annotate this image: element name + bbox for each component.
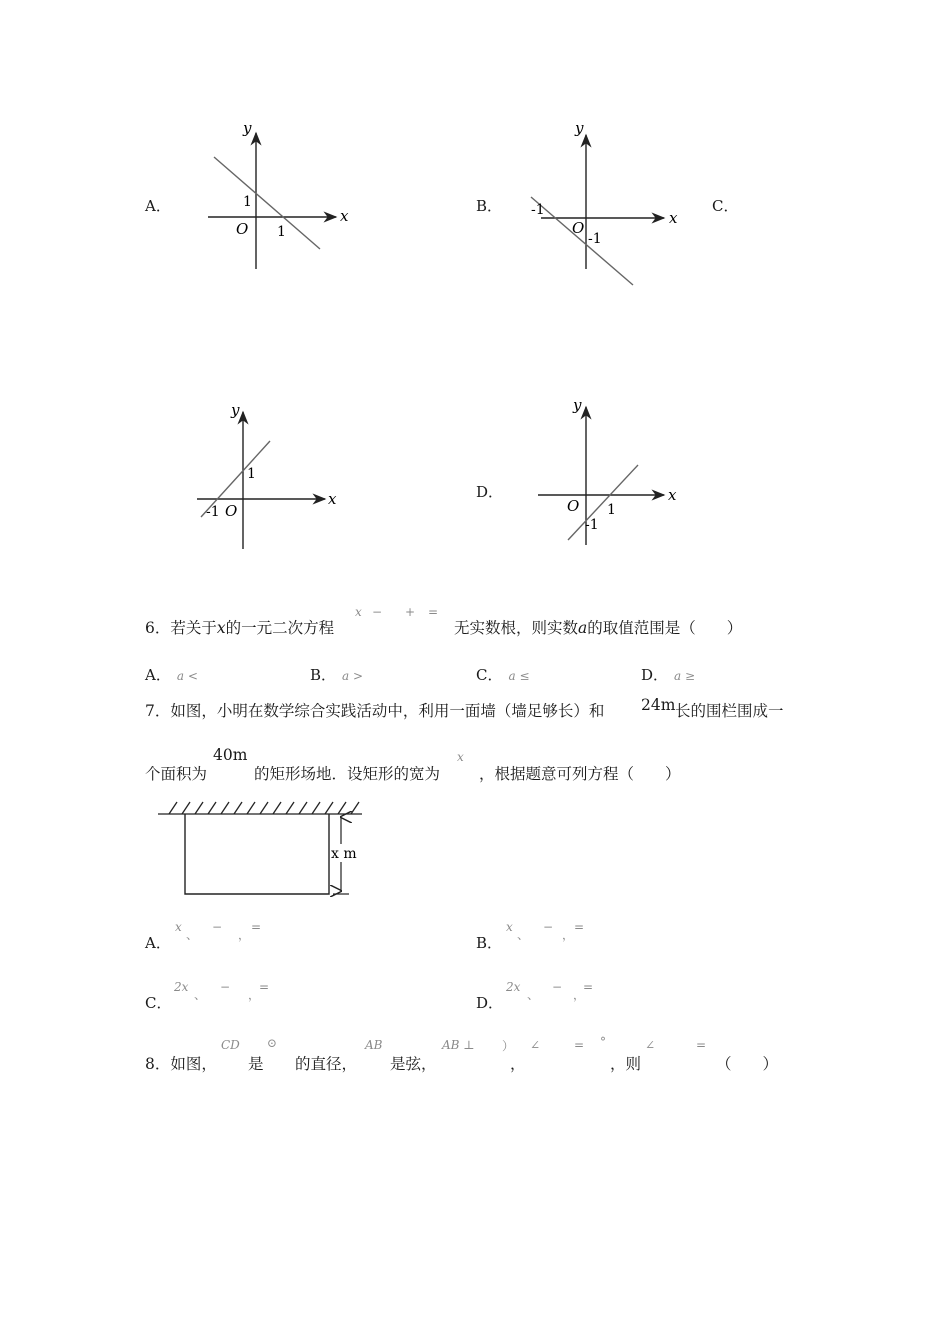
option-label: B． [476, 934, 503, 952]
option-a-label: A． [145, 197, 171, 215]
q8-ab: AB [365, 1038, 383, 1052]
x-intercept-label: -1 [531, 202, 545, 218]
origin-label: O [225, 502, 238, 520]
q7-option-b[interactable] [476, 932, 502, 953]
q6-prefix: 6．若关于 [145, 619, 217, 637]
wall-hatching [158, 802, 362, 814]
q6-option-d[interactable] [641, 664, 695, 685]
fence-rectangle [185, 814, 329, 894]
q7-option-a[interactable] [145, 932, 171, 953]
y-axis-label: y [575, 119, 584, 137]
q8-cd: CD [221, 1038, 240, 1052]
q8-chord: 是弦， [390, 1055, 437, 1073]
q7-option-c[interactable] [145, 992, 171, 1013]
graph-d [530, 395, 690, 550]
q7-b-part2: 、 [517, 928, 530, 942]
y-intercept-label: -1 [588, 231, 602, 247]
q7-d-part4: ， [573, 988, 586, 1002]
option-b-label: B． [476, 197, 503, 215]
graph-c [195, 400, 355, 555]
q8-prefix: 8．如图， [145, 1055, 217, 1073]
q8-is: 是 [248, 1055, 264, 1073]
q7-d-part2: 、 [527, 988, 540, 1002]
y-intercept-label: 1 [247, 466, 256, 482]
graph-line [214, 157, 320, 249]
y-axis-label: y [231, 401, 240, 419]
q8-eq2: = [696, 1038, 707, 1052]
option-label: C． [145, 994, 172, 1012]
q8-circle: ⊙ [267, 1036, 278, 1050]
q6-option-a[interactable] [145, 664, 198, 685]
q7-area: 40m [213, 746, 248, 764]
q7-a-part4: ， [238, 928, 251, 942]
option-d-label: D． [476, 483, 504, 501]
option-expr: a ≤ [508, 669, 530, 683]
q7-c-part3: − [220, 980, 231, 994]
q6-option-b[interactable] [310, 664, 363, 685]
q7-c-part1: 2x [174, 980, 189, 994]
q7-b-part5: = [574, 920, 585, 934]
q7-d-part1: 2x [506, 980, 521, 994]
q6-text-after: 无实数根，则实数 [454, 619, 579, 637]
origin-label: O [236, 220, 249, 238]
x-intercept-label: 1 [277, 224, 286, 240]
q7-line1-prefix: 7．如图，小明在数学综合实践活动中，利用一面墙（墙足够长）和 [145, 702, 605, 720]
option-label: D． [476, 994, 504, 1012]
q6-tail [454, 616, 742, 638]
origin-label: O [572, 219, 585, 237]
q8-angle2: ∠ [645, 1038, 656, 1052]
q7-a-part3: − [212, 920, 223, 934]
q7-d-part5: = [583, 980, 594, 994]
q7-a-part1: x [175, 920, 182, 934]
y-axis-label: y [573, 396, 582, 414]
option-expr: a < [176, 669, 198, 683]
q7-c-part4: ， [248, 988, 261, 1002]
q7-c-part2: 、 [194, 988, 207, 1002]
option-c-label: C． [712, 197, 739, 215]
y-intercept-label: -1 [585, 517, 599, 533]
q7-a-part5: = [251, 920, 262, 934]
option-expr: a > [342, 669, 364, 683]
q7-d-part3: − [552, 980, 563, 994]
q7-line2-mid: 的矩形场地．设矩形的宽为 [254, 765, 441, 783]
option-label: A． [145, 666, 171, 684]
graph-line [531, 197, 633, 285]
option-label: B． [310, 666, 337, 684]
q8-answer-paren: （ ） [716, 1055, 779, 1073]
q6-eq-minus: − [372, 605, 383, 619]
q8-angle1: ∠ [530, 1038, 541, 1052]
q7-b-part4: ， [562, 928, 575, 942]
q6-text-end: 的取值范围是（ ） [587, 619, 743, 637]
graph-a [200, 115, 360, 275]
q8-eq1: = [574, 1038, 585, 1052]
x-intercept-label: -1 [206, 504, 220, 520]
q7-c-part5: = [259, 980, 270, 994]
option-label: C． [476, 666, 503, 684]
y-axis-label: y [243, 119, 252, 137]
q7-b-part1: x [506, 920, 513, 934]
x-axis-label: x [669, 209, 678, 227]
q6-var-x: x [216, 619, 226, 637]
option-label: D． [641, 666, 669, 684]
q7-line1-suffix: 长的围栏围成一 [675, 702, 784, 720]
origin-label: O [567, 497, 580, 515]
q6-var-a: a [578, 619, 588, 637]
q8-deg: ° [600, 1035, 606, 1049]
q7-line2-prefix: 个面积为 [145, 765, 208, 783]
q6-eq-plus: + [405, 605, 416, 619]
option-label: A． [145, 934, 171, 952]
q6-option-c[interactable] [476, 664, 530, 685]
q6-text-mid: 的一元二次方程 [225, 619, 335, 637]
q7-figure [155, 800, 370, 900]
q7-line2-suffix: ，根据题意可列方程（ ） [479, 765, 681, 783]
q7-fence-length: 24m [641, 696, 676, 714]
width-label: x m [331, 846, 357, 862]
q8-comma2: ，则 [610, 1055, 642, 1073]
q7-width-var: x [457, 750, 464, 764]
option-expr: a ≥ [674, 669, 696, 683]
y-intercept-label: 1 [243, 194, 252, 210]
question-6 [145, 616, 334, 638]
q7-b-part3: − [543, 920, 554, 934]
x-axis-label: x [340, 207, 349, 225]
x-intercept-label: 1 [607, 502, 616, 518]
q7-option-d[interactable] [476, 992, 503, 1013]
q6-eq-x: x [355, 605, 362, 619]
q7-a-part2: 、 [186, 928, 199, 942]
x-axis-label: x [328, 490, 337, 508]
q8-diameter: 的直径， [295, 1055, 358, 1073]
q6-eq-equals: = [428, 605, 439, 619]
q8-ab-perp: AB ⊥ [442, 1038, 475, 1052]
graph-b [525, 115, 685, 290]
q8-paren: ） [502, 1039, 515, 1053]
q8-comma1: ， [510, 1055, 526, 1073]
x-axis-label: x [668, 486, 677, 504]
